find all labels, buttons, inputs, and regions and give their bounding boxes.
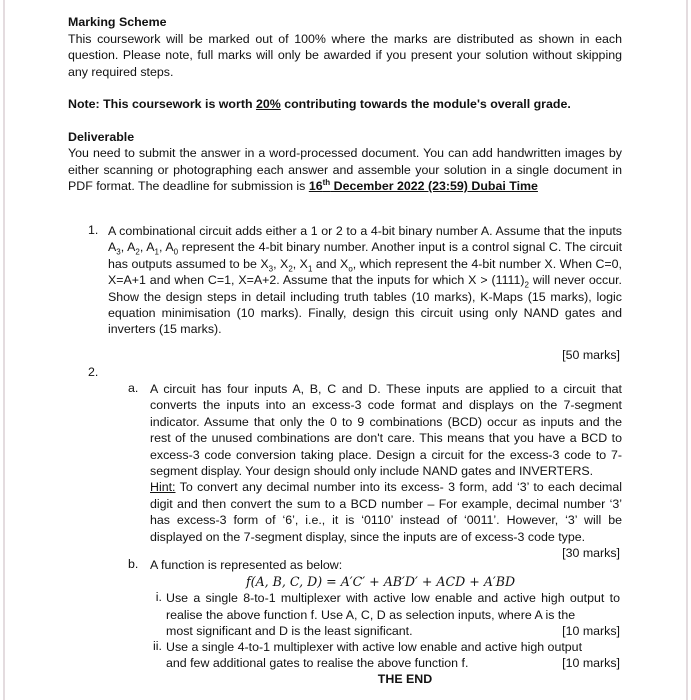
question-2-number: 2. — [88, 365, 99, 379]
question-2b-i-last-line: most significant and D is the least significant. — [166, 623, 413, 638]
hint-text: To convert any decimal number into its excess- 3 form, add ‘3’ to each decimal digit and then convert the sum to a BCD number – For example, decimal number ‘3’ has excess-3 form of ‘6’, i.e., it is ‘0110’ instead of ‘0011’. However, ‘3’ will be displayed on the 7-segment display, since the inputs are of excess-3 code type. — [150, 480, 622, 544]
question-2b-text: A function is represented as below: — [150, 558, 343, 572]
deliverable-text: You need to submit the answer in a word-processed document. You can add handwritten images by either scanning or photographing each answer and assemble your solution in a single document in PDF format. The deadline for submission is 16th December 2022 (23:59) Dubai Time — [68, 146, 622, 193]
deliverable-heading: Deliverable — [68, 129, 135, 144]
question-2b-ii-marks: [10 marks] — [562, 656, 620, 671]
the-end: THE END — [377, 672, 433, 687]
question-2b-i-text: Use a single 8-to-1 multiplexer with active low enable and active high output to realise the above function f. Use A, C, D as selection inputs, where A is the — [166, 591, 620, 622]
question-2b-i-label: i. — [155, 590, 162, 605]
page-edge-left — [3, 0, 5, 700]
boolean-function-formula: f(A, B, C, D) = A′C′ + AB′D′ + ACD + A′BD — [246, 574, 516, 590]
question-2a-marks: [30 marks] — [562, 546, 620, 561]
deadline: 16th December 2022 (23:59) Dubai Time — [308, 177, 538, 193]
question-1-number: 1. — [88, 223, 99, 237]
hint-label: Hint: — [150, 480, 176, 495]
deliverable-section — [68, 129, 622, 195]
question-2b-i — [155, 590, 622, 639]
note-percent: 20% — [255, 97, 281, 111]
question-1-marks: [50 marks] — [562, 347, 620, 362]
question-2b-ii — [153, 639, 622, 671]
page-edge-right — [686, 0, 688, 700]
note-prefix: Note: This coursework is worth — [68, 97, 256, 111]
question-2a — [128, 381, 622, 561]
marking-scheme-text: This coursework will be marked out of 100% where the marks are distributed as shown in each question. Please note, full marks will only be awarded if you present your solution without skipping any required steps. — [68, 31, 622, 79]
question-2b-i-marks: [10 marks] — [562, 623, 620, 638]
document-header — [68, 14, 622, 195]
question-2b-label: b. — [128, 557, 139, 571]
coursework-weight-note — [68, 96, 622, 113]
question-2b-ii-text: Use a single 4-to-1 multiplexer with active low enable and active high output — [166, 640, 583, 655]
question-1-text: A combinational circuit adds either a 1 or 2 to a 4-bit binary number A. Assume that the inputs $A_3$, $A_2$, $A_1$, $A_0$ represent the 4-bit binary number. Another input is a control signal C. The circuit has outputs assumed to be $X_3$, $X_2$, $X_1$ and $X_o$, which represent the 4-bit number X. When C=0, X=A+1 and when C=1, X=A+2. Assume that the inputs for which $X > (1111)_2$ will never occur. Show the design steps in detail including truth tables (10 marks), K-Maps (15 marks), logic equation minimisation (10 marks). Finally, design this circuit using only NAND gates and inverters (15 marks). — [108, 224, 623, 337]
question-2a-label: a. — [128, 381, 139, 395]
question-1 — [88, 223, 622, 363]
note-suffix: contributing towards the module's overall grade. — [280, 97, 571, 111]
question-2a-text: A circuit has four inputs A, B, C and D. These inputs are applied to a circuit that converts the inputs into an excess-3 code format and displays on the 7-segment indicator. Assume that only the 0 to 9 combinations (BCD) occur as inputs and the rest of the unused combinations are don't care. This means that you have a BCD to excess-3 code conversion taking place. Design a circuit for the excess-3 code to 7-segment display. Your design should only include NAND gates and INVERTERS. Hint: To convert any decimal number into its excess- 3 form, add ‘3’ to each decimal digit and then convert the sum to a BCD number – For example, decimal number ‘3’ has excess-3 form of ‘6’, i.e., it is ‘0110’ instead of ‘0011’. However, ‘3’ will be displayed on the 7-segment display, since the inputs are of excess-3 code type. — [150, 382, 622, 544]
question-2b-ii-last-line: and few additional gates to realise the above function f. — [166, 656, 469, 671]
question-2b-ii-label: ii. — [153, 639, 162, 654]
question-2b — [128, 557, 622, 687]
marking-scheme-heading: Marking Scheme — [68, 15, 167, 29]
